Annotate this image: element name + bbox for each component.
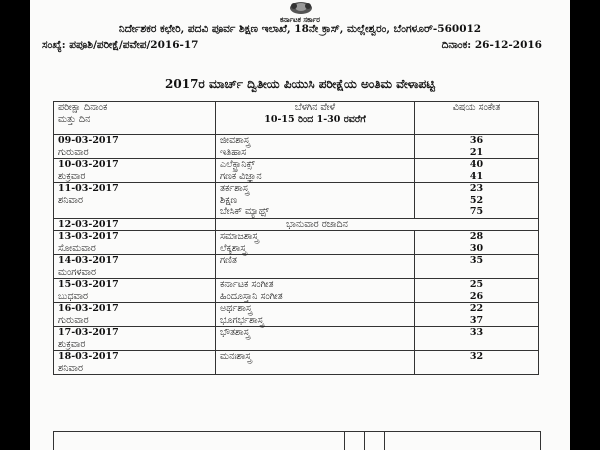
subject-code: 28 [469, 231, 484, 242]
exam-date: 15-03-2017 [58, 279, 119, 290]
table-row [54, 327, 539, 351]
exam-date: 12-03-2017 [58, 218, 119, 230]
table-row [54, 351, 539, 375]
subject-name: ಅರ್ಥಶಾಸ್ತ್ರ [220, 303, 253, 314]
subject-code: 25 [469, 279, 484, 290]
subject-code: 32 [469, 351, 484, 362]
subject-code: 23 [469, 183, 484, 194]
subject-name: ಶಿಕ್ಷಣ [220, 194, 238, 206]
exam-date: 18-03-2017 [58, 351, 119, 362]
exam-timetable [53, 101, 539, 375]
column-header-time-line1: ಬೆಳಗಿನ ವೇಳೆ [294, 102, 336, 113]
document-page [30, 0, 570, 450]
table-row [54, 159, 539, 183]
exam-day: ಶುಕ್ರವಾರ [58, 338, 86, 350]
subject-name: ಭೂಗರ್ಭಶಾಸ್ತ್ರ [220, 314, 264, 326]
exam-date: 11-03-2017 [58, 183, 119, 194]
subject-code: 22 [469, 303, 484, 314]
exam-day: ಶನಿವಾರ [58, 194, 83, 206]
subject-code: 26 [469, 290, 484, 302]
subject-name: ಗಣಕ ವಿಜ್ಞಾನ [220, 170, 262, 182]
exam-date: 13-03-2017 [58, 231, 119, 242]
subject-name: ಗಣಿತ [220, 255, 237, 266]
subject-name: ಹಿಂದೂಸ್ತಾನಿ ಸಂಗೀತ [220, 290, 283, 302]
table-row [54, 279, 539, 303]
exam-day: ಸೋಮವಾರ [58, 242, 96, 254]
subject-name: ತರ್ಕಶಾಸ್ತ್ರ [220, 183, 249, 194]
document-title: 2017ರ ಮಾರ್ಚ್ ದ್ವಿತೀಯ ಪಿಯುಸಿ ಪರೀಕ್ಷೆಯ ಅಂತಿಮ ವೇಳಾಪಟ್ಟಿ [165, 77, 435, 91]
column-header-date-line1: ಪರೀಕ್ಷಾ ದಿನಾಂಕ [58, 102, 108, 113]
subject-code: 21 [469, 146, 484, 158]
table-row [54, 303, 539, 327]
exam-day: ಗುರುವಾರ [58, 146, 89, 158]
subject-code: 30 [469, 242, 484, 254]
subject-name: ಮನಃಶಾಸ್ತ್ರ [220, 351, 252, 362]
subject-name: ಇತಿಹಾಸ [220, 146, 247, 158]
subject-name: ಬೇಸಿಕ್ ಮ್ಯಾಥ್ಸ್ [220, 206, 269, 217]
subject-code: 33 [469, 327, 484, 338]
subject-code: 37 [469, 314, 484, 326]
column-header-time [216, 102, 415, 135]
holiday-label: ಭಾನುವಾರ ರಜಾದಿನ [286, 218, 348, 230]
exam-day: ಮಂಗಳವಾರ [58, 266, 97, 278]
exam-date: 10-03-2017 [58, 159, 119, 170]
column-header-date [54, 102, 216, 135]
column-header-code: ವಿಷಯ ಸಂಕೇತ [415, 102, 539, 135]
next-table-row-partial [53, 431, 541, 450]
government-label: ಕರ್ನಾಟಕ ಸರ್ಕಾರ [280, 15, 320, 24]
subject-name: ಎಲೆಕ್ಟ್ರಾನಿಕ್ಸ್ [220, 159, 255, 170]
exam-date: 09-03-2017 [58, 135, 119, 146]
exam-date: 14-03-2017 [58, 255, 119, 266]
exam-day: ಬುಧವಾರ [58, 290, 89, 302]
exam-day: ಶನಿವಾರ [58, 362, 83, 374]
exam-date: 16-03-2017 [58, 303, 119, 314]
holiday-row [54, 218, 539, 231]
subject-code: 36 [469, 135, 484, 146]
karnataka-emblem-icon [286, 1, 316, 15]
table-header-row [54, 102, 539, 135]
subject-code: 52 [469, 194, 484, 206]
subject-name: ಸಮಾಜಶಾಸ್ತ್ರ [220, 231, 259, 242]
exam-date: 17-03-2017 [58, 327, 119, 338]
subject-code: 41 [469, 170, 484, 182]
table-row [54, 255, 539, 279]
table-row [54, 135, 539, 159]
subject-code: 40 [469, 159, 484, 170]
issue-date: ದಿನಾಂಕ: 26-12-2016 [441, 39, 542, 51]
subject-name: ಲೆಕ್ಕಶಾಸ್ತ್ರ [220, 242, 247, 254]
column-header-time-line2: 10-15 ರಿಂದ 1-30 ರವರೆಗೆ [264, 113, 366, 125]
table-row [54, 231, 539, 255]
reference-number: ಸಂಖ್ಯೆ: ಪಪೂಶಿ/ಪರೀಕ್ಷೆ/ಪವೇಪ/2016-17 [42, 39, 199, 51]
office-address: ನಿರ್ದೇಶಕರ ಕಛೇರಿ, ಪದವಿ ಪೂರ್ವ ಶಿಕ್ಷಣ ಇಲಾಖೆ, 18ನೇ ಕ್ರಾಸ್, ಮಲ್ಲೇಶ್ವರಂ, ಬೆಂಗಳೂರ್-560012 [118, 23, 482, 35]
column-header-date-line2: ಮತ್ತು ದಿನ [58, 113, 91, 125]
table-row [54, 183, 539, 219]
subject-name: ಭೌತಶಾಸ್ತ್ರ [220, 327, 250, 338]
subject-code: 75 [469, 206, 484, 217]
subject-name: ಜೀವಶಾಸ್ತ್ರ [220, 135, 250, 146]
subject-code: 35 [469, 255, 484, 266]
subject-name: ಕರ್ನಾಟಕ ಸಂಗೀತ [220, 279, 274, 290]
exam-day: ಶುಕ್ರವಾರ [58, 170, 86, 182]
exam-day: ಗುರುವಾರ [58, 314, 89, 326]
